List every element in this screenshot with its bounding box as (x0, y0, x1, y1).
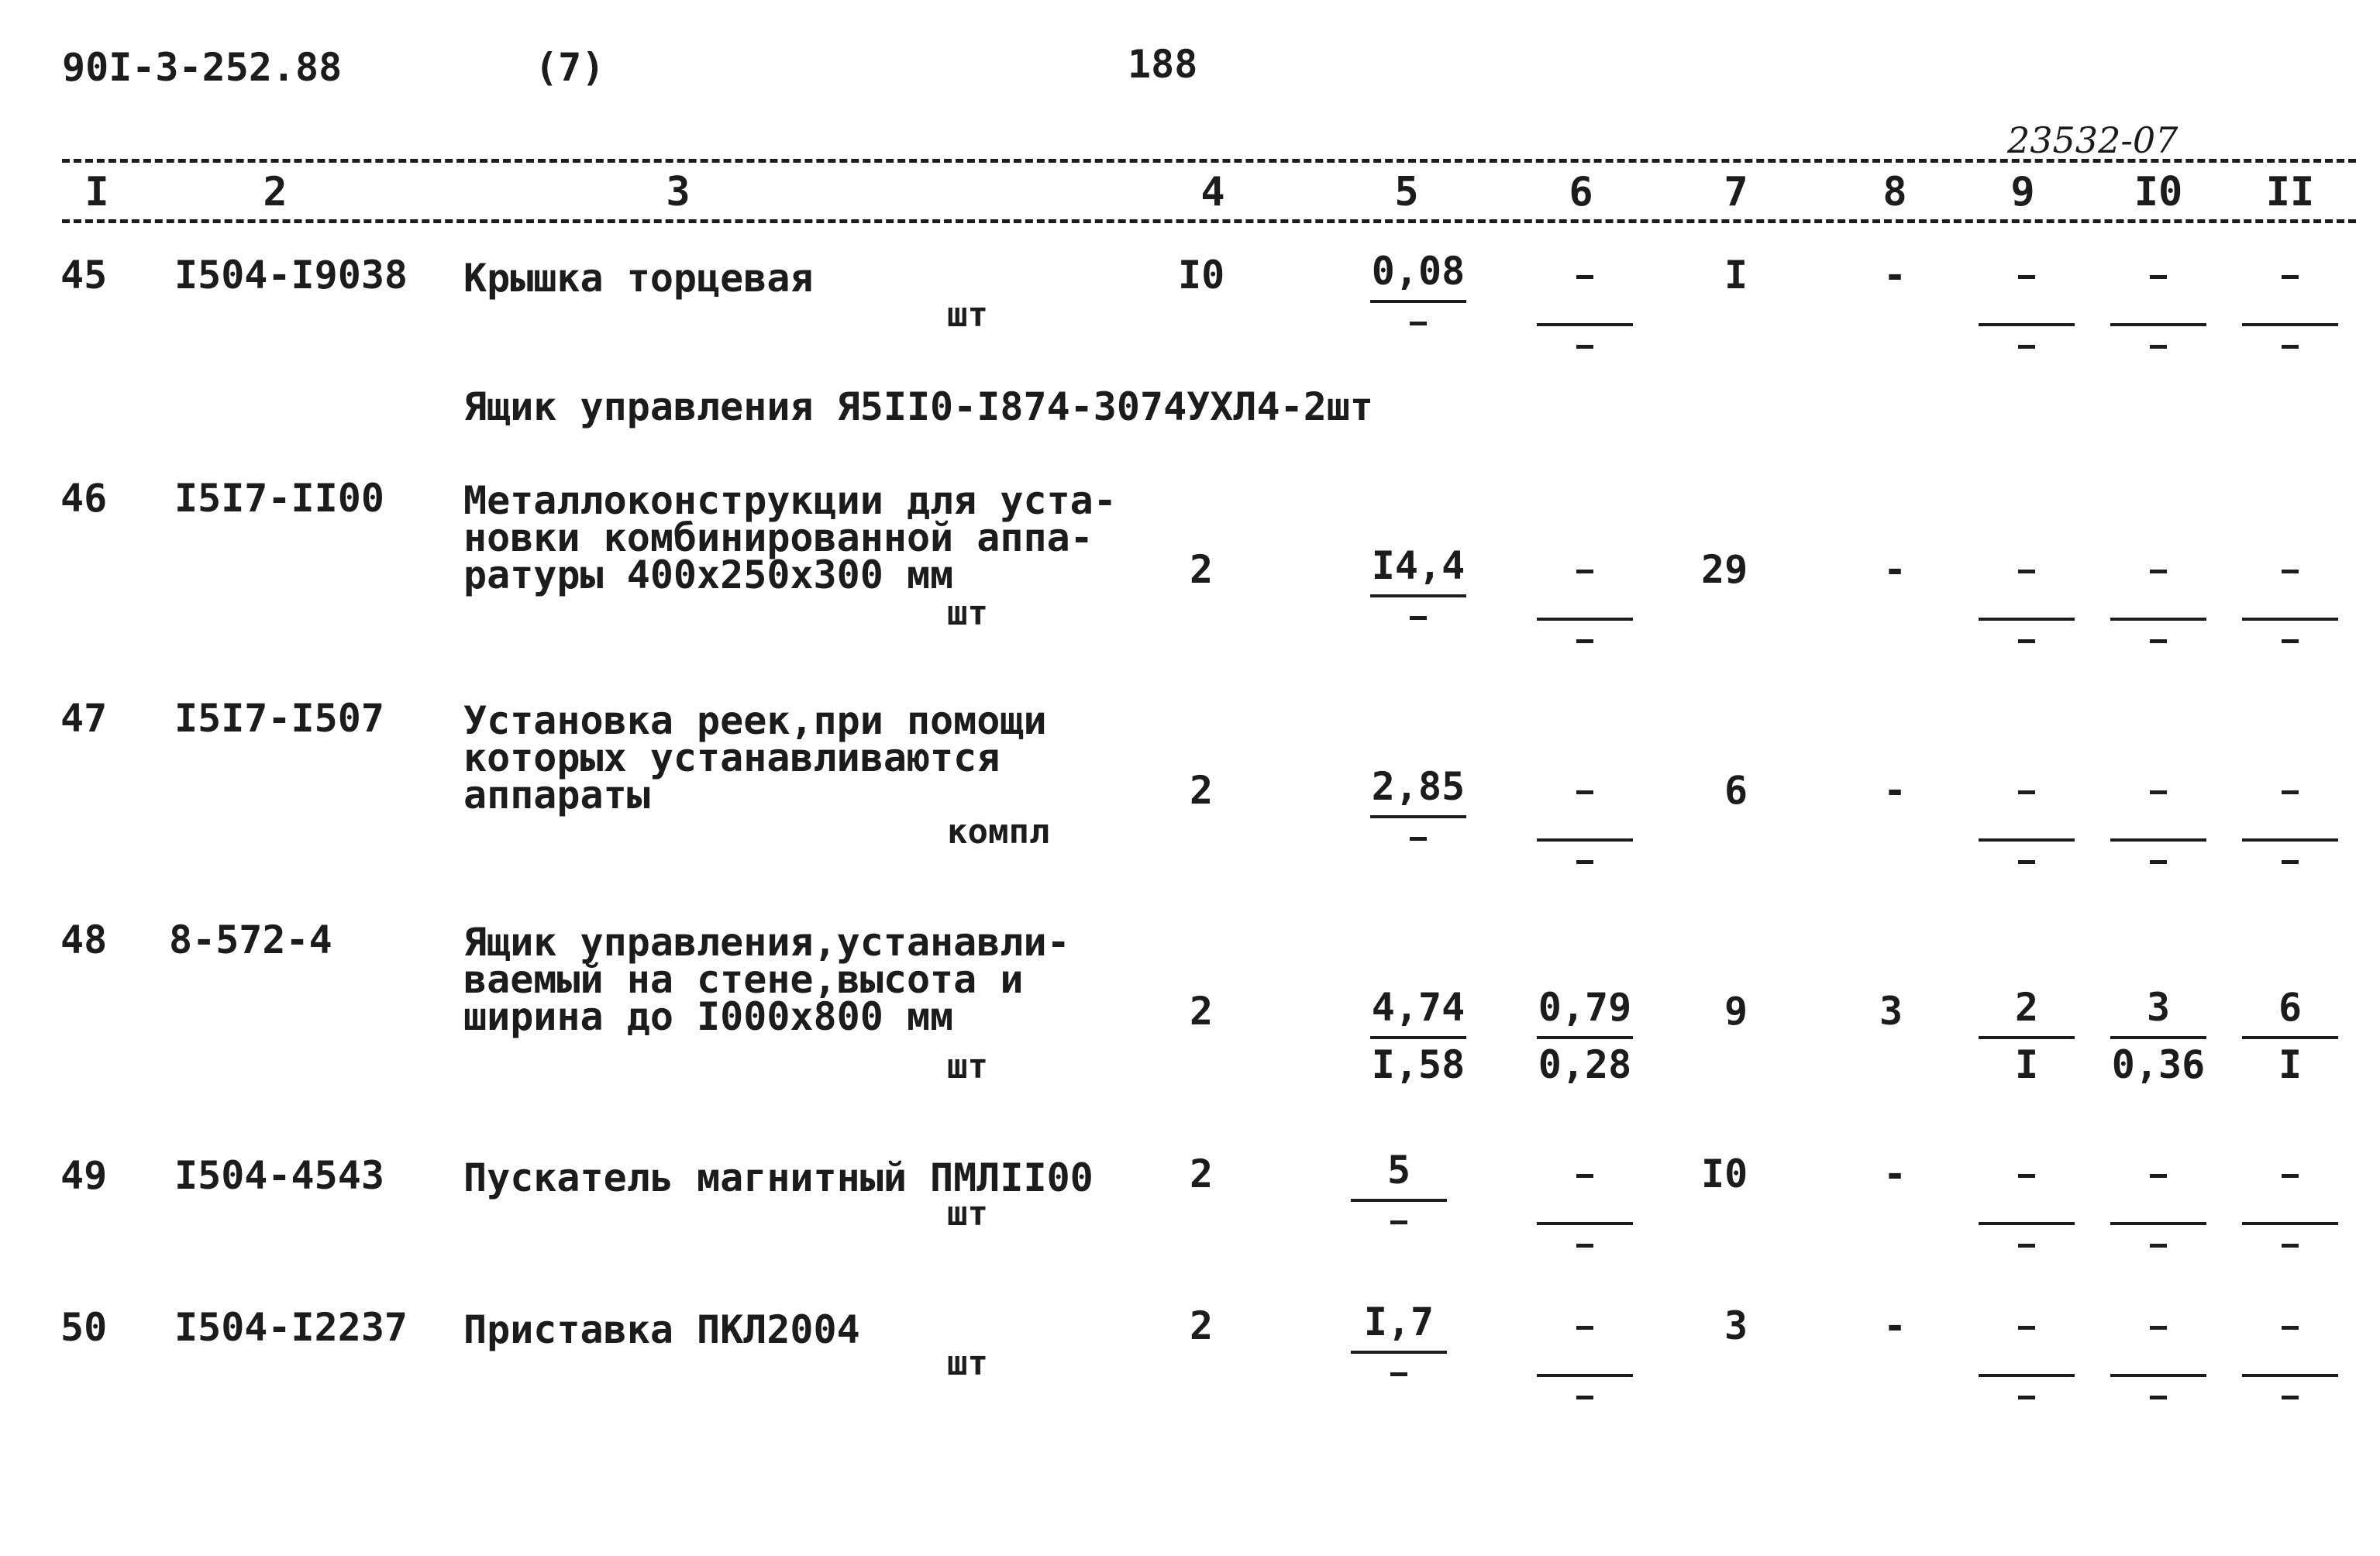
item-unit: шт (947, 295, 988, 335)
col9-value (1965, 1151, 2089, 1248)
col5-value: I,7 (1337, 1303, 1461, 1376)
quantity: 2 (1190, 1152, 1214, 1196)
col11-value (2228, 1151, 2352, 1248)
item-description: Пускатель магнитный ПМЛII00 (463, 1155, 1094, 1200)
item-description: Ящик управления,устанавли- ваемый на стене,высота и ширина до I000х800 мм (463, 920, 1070, 1039)
col6-value (1523, 252, 1647, 349)
col8-value: - (1883, 253, 1907, 298)
quantity: 2 (1190, 768, 1214, 813)
col9-value (1965, 1303, 2089, 1399)
col7-value: 29 (1701, 547, 1748, 592)
header-rule-top (62, 159, 2356, 163)
col6-value: 0,79 0,28 (1538, 985, 1632, 1087)
row-number: 49 (60, 1153, 108, 1198)
col7-value: 3 (1724, 1303, 1748, 1348)
section-title: Ящик управления Я5II0-I874-3074УХЛ4-2шт (463, 384, 1373, 429)
col5-value: 4,74 I,58 (1371, 985, 1466, 1087)
col5-value: 5 (1337, 1151, 1461, 1224)
col11-value (2228, 546, 2352, 643)
column-header-1: I (84, 169, 109, 215)
col6-value (1523, 1303, 1647, 1399)
column-header-7: 7 (1724, 169, 1748, 215)
column-header-10: I0 (2134, 169, 2183, 215)
item-unit: шт (947, 594, 988, 633)
column-header-2: 2 (263, 169, 288, 215)
col10-value (2096, 1151, 2220, 1248)
item-code: I504-I2237 (174, 1305, 408, 1350)
quantity: 2 (1190, 989, 1214, 1034)
item-description: Установка реек,при помощи которых устанавливаются аппараты (463, 698, 1047, 818)
col5-value: 0,08 (1356, 252, 1480, 325)
col9-value: 2 I (1965, 988, 2089, 1089)
column-header-3: 3 (666, 169, 691, 215)
row-number: 46 (60, 476, 108, 521)
item-code: I5I7-II00 (174, 476, 384, 521)
item-unit: компл (947, 812, 1050, 852)
item-unit: шт (947, 1344, 988, 1383)
quantity: I0 (1178, 253, 1225, 298)
header-rule-bottom (62, 219, 2356, 223)
item-unit: шт (947, 1194, 988, 1234)
column-header-9: 9 (2010, 169, 2035, 215)
col10-value (2096, 546, 2220, 643)
col8-value: - (1883, 1303, 1907, 1348)
col10-value: 3 0,36 (2111, 985, 2206, 1087)
item-description: Металлоконструкции для уста- новки комбинированной аппа- ратуры 400х250х300 мм (463, 478, 1117, 597)
col10-value (2096, 767, 2220, 864)
col9-value (1965, 767, 2089, 864)
col6-value (1523, 767, 1647, 864)
row-number: 47 (60, 696, 108, 741)
col9-value (1965, 546, 2089, 643)
col10-value (2096, 1303, 2220, 1399)
col11-value (2228, 1303, 2352, 1399)
page-number: 188 (1128, 42, 1198, 87)
col9-value (1965, 252, 2089, 349)
item-code: I504-4543 (174, 1153, 384, 1198)
col10-value (2096, 252, 2220, 349)
col7-value: 6 (1724, 768, 1748, 813)
row-number: 45 (60, 253, 108, 298)
col8-value: - (1883, 547, 1907, 592)
col8-value: - (1883, 768, 1907, 813)
column-header-11: II (2265, 169, 2315, 215)
item-description: Приставка ПКЛ2004 (463, 1307, 860, 1352)
quantity: 2 (1190, 547, 1214, 592)
column-header-6: 6 (1569, 169, 1593, 215)
col8-value: 3 (1879, 989, 1903, 1034)
col5-value: I4,4 (1356, 546, 1480, 620)
col6-value (1523, 546, 1647, 643)
col11-value: 6 I (2228, 988, 2352, 1089)
col7-value: I (1724, 253, 1748, 298)
column-header-4: 4 (1200, 169, 1225, 215)
item-code: 8-572-4 (169, 917, 332, 962)
col5-value: 2,85 (1356, 767, 1480, 841)
document-code: 90I-3-252.88 (62, 45, 343, 90)
item-description: Крышка торцевая (463, 256, 814, 301)
row-number: 50 (60, 1305, 108, 1350)
item-unit: шт (947, 1047, 988, 1086)
handwritten-note: 23532-07 (2007, 119, 2179, 161)
col11-value (2228, 767, 2352, 864)
col7-value: 9 (1724, 989, 1748, 1034)
column-header-5: 5 (1394, 169, 1419, 215)
quantity: 2 (1190, 1303, 1214, 1348)
column-header-8: 8 (1882, 169, 1907, 215)
row-number: 48 (60, 917, 108, 962)
sheet-number: (7) (535, 45, 605, 90)
col8-value: - (1883, 1152, 1907, 1196)
col7-value: I0 (1701, 1152, 1748, 1196)
item-code: I5I7-I507 (174, 696, 384, 741)
col11-value (2228, 252, 2352, 349)
col6-value (1523, 1151, 1647, 1248)
item-code: I504-I9038 (174, 253, 408, 298)
